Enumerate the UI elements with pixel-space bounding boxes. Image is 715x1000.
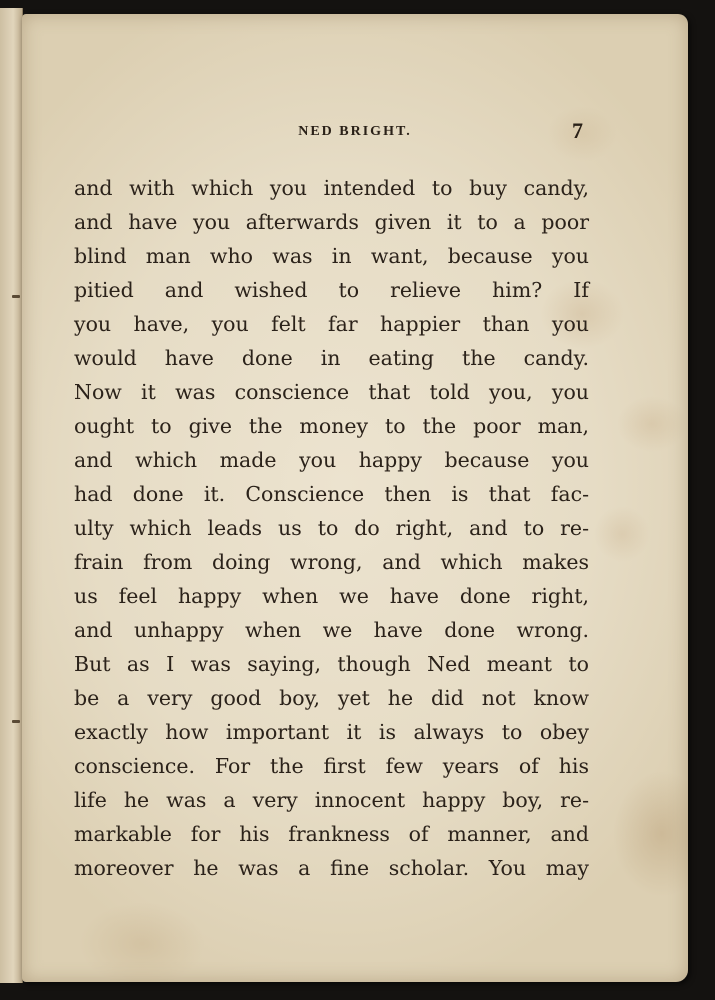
text-line: and which made you happy because you [74, 448, 589, 472]
text-line: had done it. Conscience then is that fac- [74, 482, 589, 506]
text-line: ought to give the money to the poor man, [74, 414, 589, 438]
text-line: markable for his frankness of manner, and [74, 822, 589, 846]
text-line: life he was a very innocent happy boy, re- [74, 788, 589, 812]
text-line: us feel happy when we have done right, [74, 584, 589, 608]
text-line: frain from doing wrong, and which makes [74, 550, 589, 574]
text-line: exactly how important it is always to obey [74, 720, 589, 744]
text-line: would have done in eating the candy. [74, 346, 589, 370]
running-head: NED BRIGHT. [298, 124, 412, 139]
book-page [22, 14, 688, 982]
text-line: pitied and wished to relieve him? If [74, 278, 589, 302]
text-line: Now it was conscience that told you, you [74, 380, 589, 404]
text-line: moreover he was a fine scholar. You may [74, 856, 589, 880]
text-line: conscience. For the first few years of his [74, 754, 589, 778]
text-line: and with which you intended to buy candy, [74, 176, 589, 200]
text-line: But as I was saying, though Ned meant to [74, 652, 589, 676]
left-page-edge [0, 8, 23, 983]
text-line: and have you afterwards given it to a poor [74, 210, 589, 234]
text-line: blind man who was in want, because you [74, 244, 589, 268]
binding-stitch [12, 720, 20, 723]
binding-stitch [12, 295, 20, 298]
body-text [74, 171, 589, 885]
page-number: 7 [572, 118, 583, 143]
text-line: ulty which leads us to do right, and to re- [74, 516, 589, 540]
text-line: and unhappy when we have done wrong. [74, 618, 589, 642]
text-line: you have, you felt far happier than you [74, 312, 589, 336]
text-line: be a very good boy, yet he did not know [74, 686, 589, 710]
